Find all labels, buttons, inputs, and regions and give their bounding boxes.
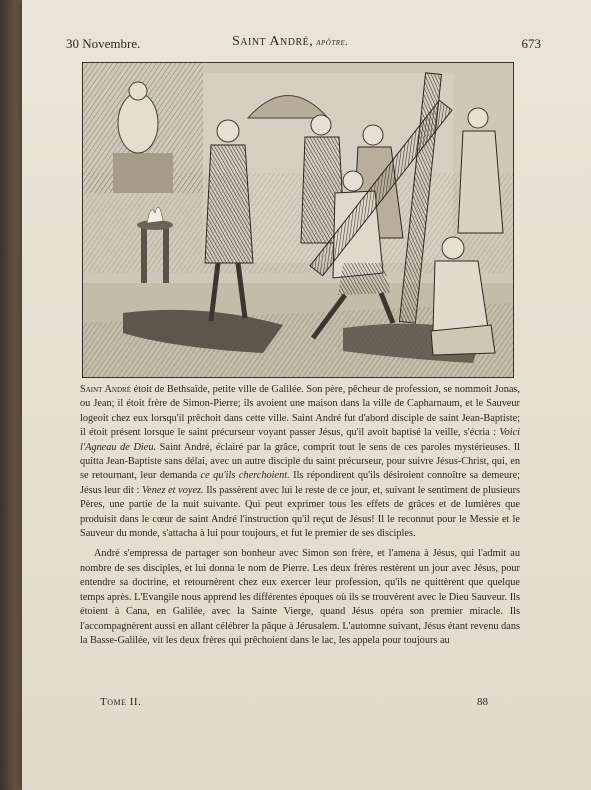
header-date: 30 Novembre. [66,36,141,51]
header-title [232,34,348,50]
p1-text-a: étoit de Bethsaïde, petite ville de Galilée. Son père, pêcheur de profession, se nommoit Jonas, ou Jean; il étoit frère de Simon-Pierre; ils avoient une maison dans la ville de Capharnaum, et le Sauveur logeoit chez eux lorsqu'il prêchoit dans cette ville. Saint André fut d'abord disciple de saint Jean-Baptiste; il étoit présent lorsque le saint précurseur voyant passer Jésus, qu'il avoit baptisé la veille, s'écria : [80,384,520,439]
footer-signature: 88 [477,696,488,708]
martyrdom-engraving-illustration [82,62,514,378]
body-text [80,383,520,654]
p1-text-b: Saint André, éclairé par la grâce, comprit tout le sens de ces paroles mystérieuses. Il quitta Jean-Baptiste sans délai, avec un autre disciple du saint précurseur, pour suivre Jésus-Christ, qui, en se retournant, leur demanda [80,441,520,482]
p1-quote-1: Voici l'Agneau de Dieu. [80,427,520,453]
p1-quote-3: Venez et voyez. [142,484,204,496]
p1-text-d: Ils passèrent avec lui le reste de ce jour, et, suivant le sentiment de plusieurs Pères, une partie de la nuit suivante. Qui peut exprimer tous les effets de grâces et de lumières que produisit dans le cœur de saint André l'instruction qu'il reçut de Jésus! Il le reconnut pour le Messie et le Sauveur du monde, s'attacha à lui pour toujours, et fut le premier de ses disciples. [80,484,521,540]
p1-text-c: Ils répondirent qu'ils désiroient connoître sa demeure; Jésus leur dit : [80,470,521,496]
header-title-main: Saint André, [232,34,314,49]
paragraph-1 [80,383,520,541]
page-number: 673 [521,36,541,51]
running-header [22,34,591,54]
footer-tome: Tome II. [100,696,142,708]
p1-quote-2: ce qu'ils cherchoient. [200,470,290,482]
page-footer [22,696,591,712]
p1-lead: Saint André [80,384,131,395]
book-page [22,0,591,790]
header-title-sub: apôtre. [316,37,349,48]
paragraph-2: André s'empressa de partager son bonheur avec Simon son frère, et l'amena à Jésus, qui l'admit au nombre de ses disciples, et lui donna le nom de Pierre. Les deux frères restèrent un jour avec Jésus, pour entendre sa doctrine, et retournèrent chez eux exercer leur profession, qu'ils ne quittèrent que quelque temps après. L'Evangile nous apprend les différentes époques où ils se trouvèrent avec le Dieu Sauveur. Ils étoient à Cana, en Galilée, avec la Sainte Vierge, quand Jésus opéra son premier miracle. Ils l'accompagnèrent aussi en allant célébrer la pâque à Jérusalem. L'automne suivant, Jésus étant revenu dans la Basse-Galilée, vit les deux frères qui prêchoient dans le lac, les appela pour toujours au [80,548,520,646]
